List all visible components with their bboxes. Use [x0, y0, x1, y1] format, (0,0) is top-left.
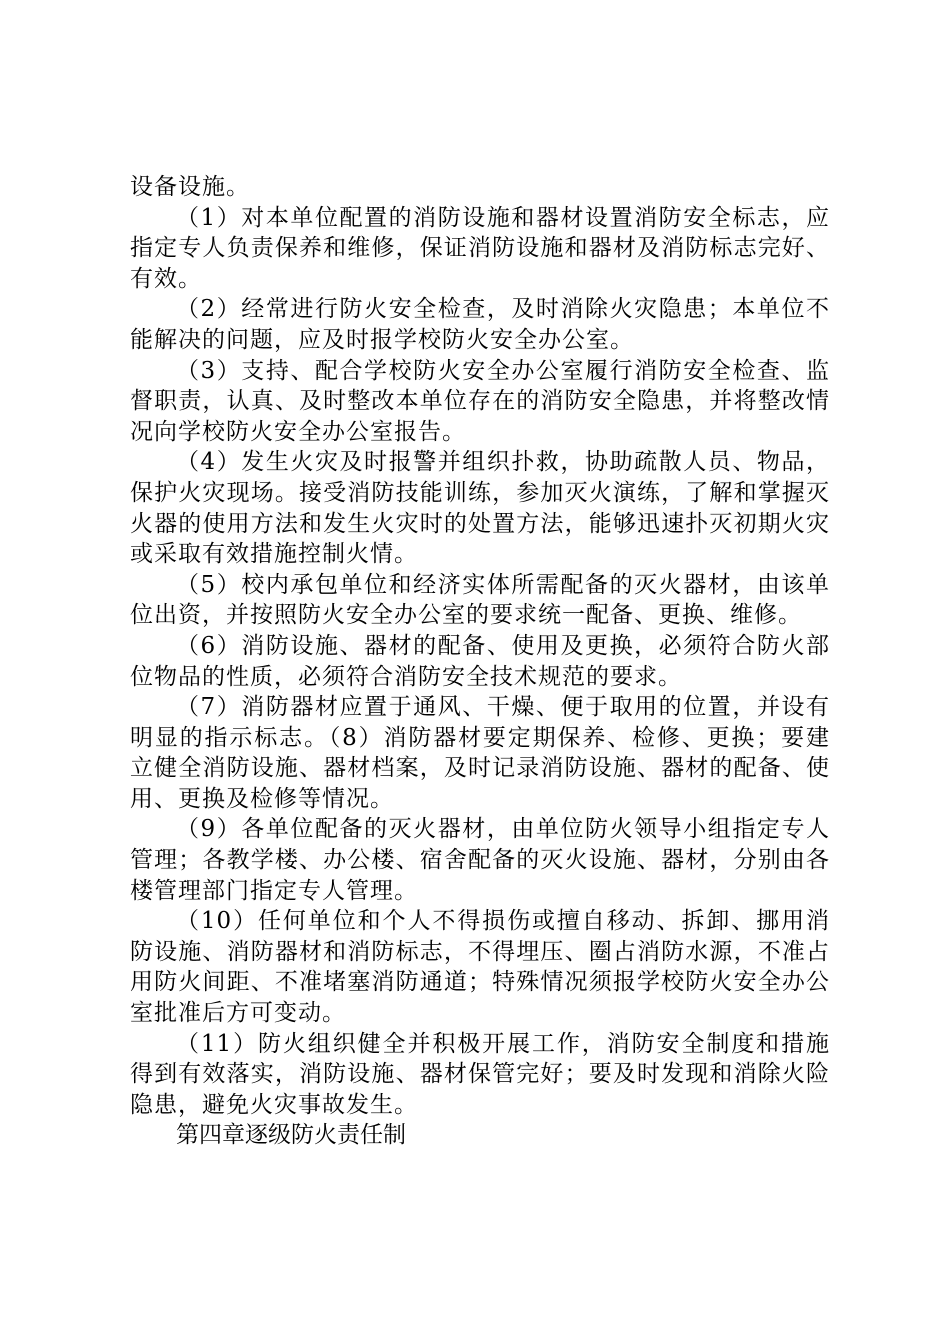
clause-11: （11）防火组织健全并积极开展工作，消防安全制度和措施得到有效落实，消防设施、器材保管完好；要及时发现和消除火险隐患，避免火灾事故发生。: [130, 1030, 830, 1118]
document-body: [130, 172, 830, 1151]
lead-line: 设备设施。: [130, 174, 250, 200]
clause-7-8: （7）消防器材应置于通风、干燥、便于取用的位置，并设有明显的指示标志。（8）消防器材要定期保养、检修、更换；要建立健全消防设施、器材档案，及时记录消防设施、器材的配备、使用、更换及检修等情况。: [130, 694, 830, 812]
clause-10: （10）任何单位和个人不得损伤或擅自移动、拆卸、挪用消防设施、消防器材和消防标志，不得埋压、圈占消防水源，不准占用防火间距、不准堵塞消防通道；特殊情况须报学校防火安全办公室批准后方可变动。: [130, 908, 830, 1027]
clause-2: （2）经常进行防火安全检查，及时消除火灾隐患；本单位不能解决的问题，应及时报学校防火安全办公室。: [130, 296, 830, 353]
clause-9: （9）各单位配备的灭火器材，由单位防火领导小组指定专人管理；各教学楼、办公楼、宿舍配备的灭火设施、器材，分别由各楼管理部门指定专人管理。: [130, 816, 830, 904]
chapter-heading: 第四章逐级防火责任制: [176, 1122, 406, 1149]
clause-5: （5）校内承包单位和经济实体所需配备的灭火器材，由该单位出资，并按照防火安全办公室的要求统一配备、更换、维修。: [130, 571, 830, 629]
clause-4: （4）发生火灾及时报警并组织扑救，协助疏散人员、物品，保护火灾现场。接受消防技能训练，参加灭火演练，了解和掌握灭火器的使用方法和发生火灾时的处置方法，能够迅速扑灭初期火灾或采取有效措施控制火情。: [130, 449, 830, 568]
clause-3: （3）支持、配合学校防火安全办公室履行消防安全检查、监督职责，认真、及时整改本单位存在的消防安全隐患，并将整改情况向学校防火安全办公室报告。: [130, 357, 830, 445]
clause-1: （1）对本单位配置的消防设施和器材设置消防安全标志，应指定专人负责保养和维修，保证消防设施和器材及消防标志完好、有效。: [130, 204, 830, 292]
clause-6: （6）消防设施、器材的配备、使用及更换，必须符合防火部位物品的性质，必须符合消防安全技术规范的要求。: [130, 632, 830, 690]
